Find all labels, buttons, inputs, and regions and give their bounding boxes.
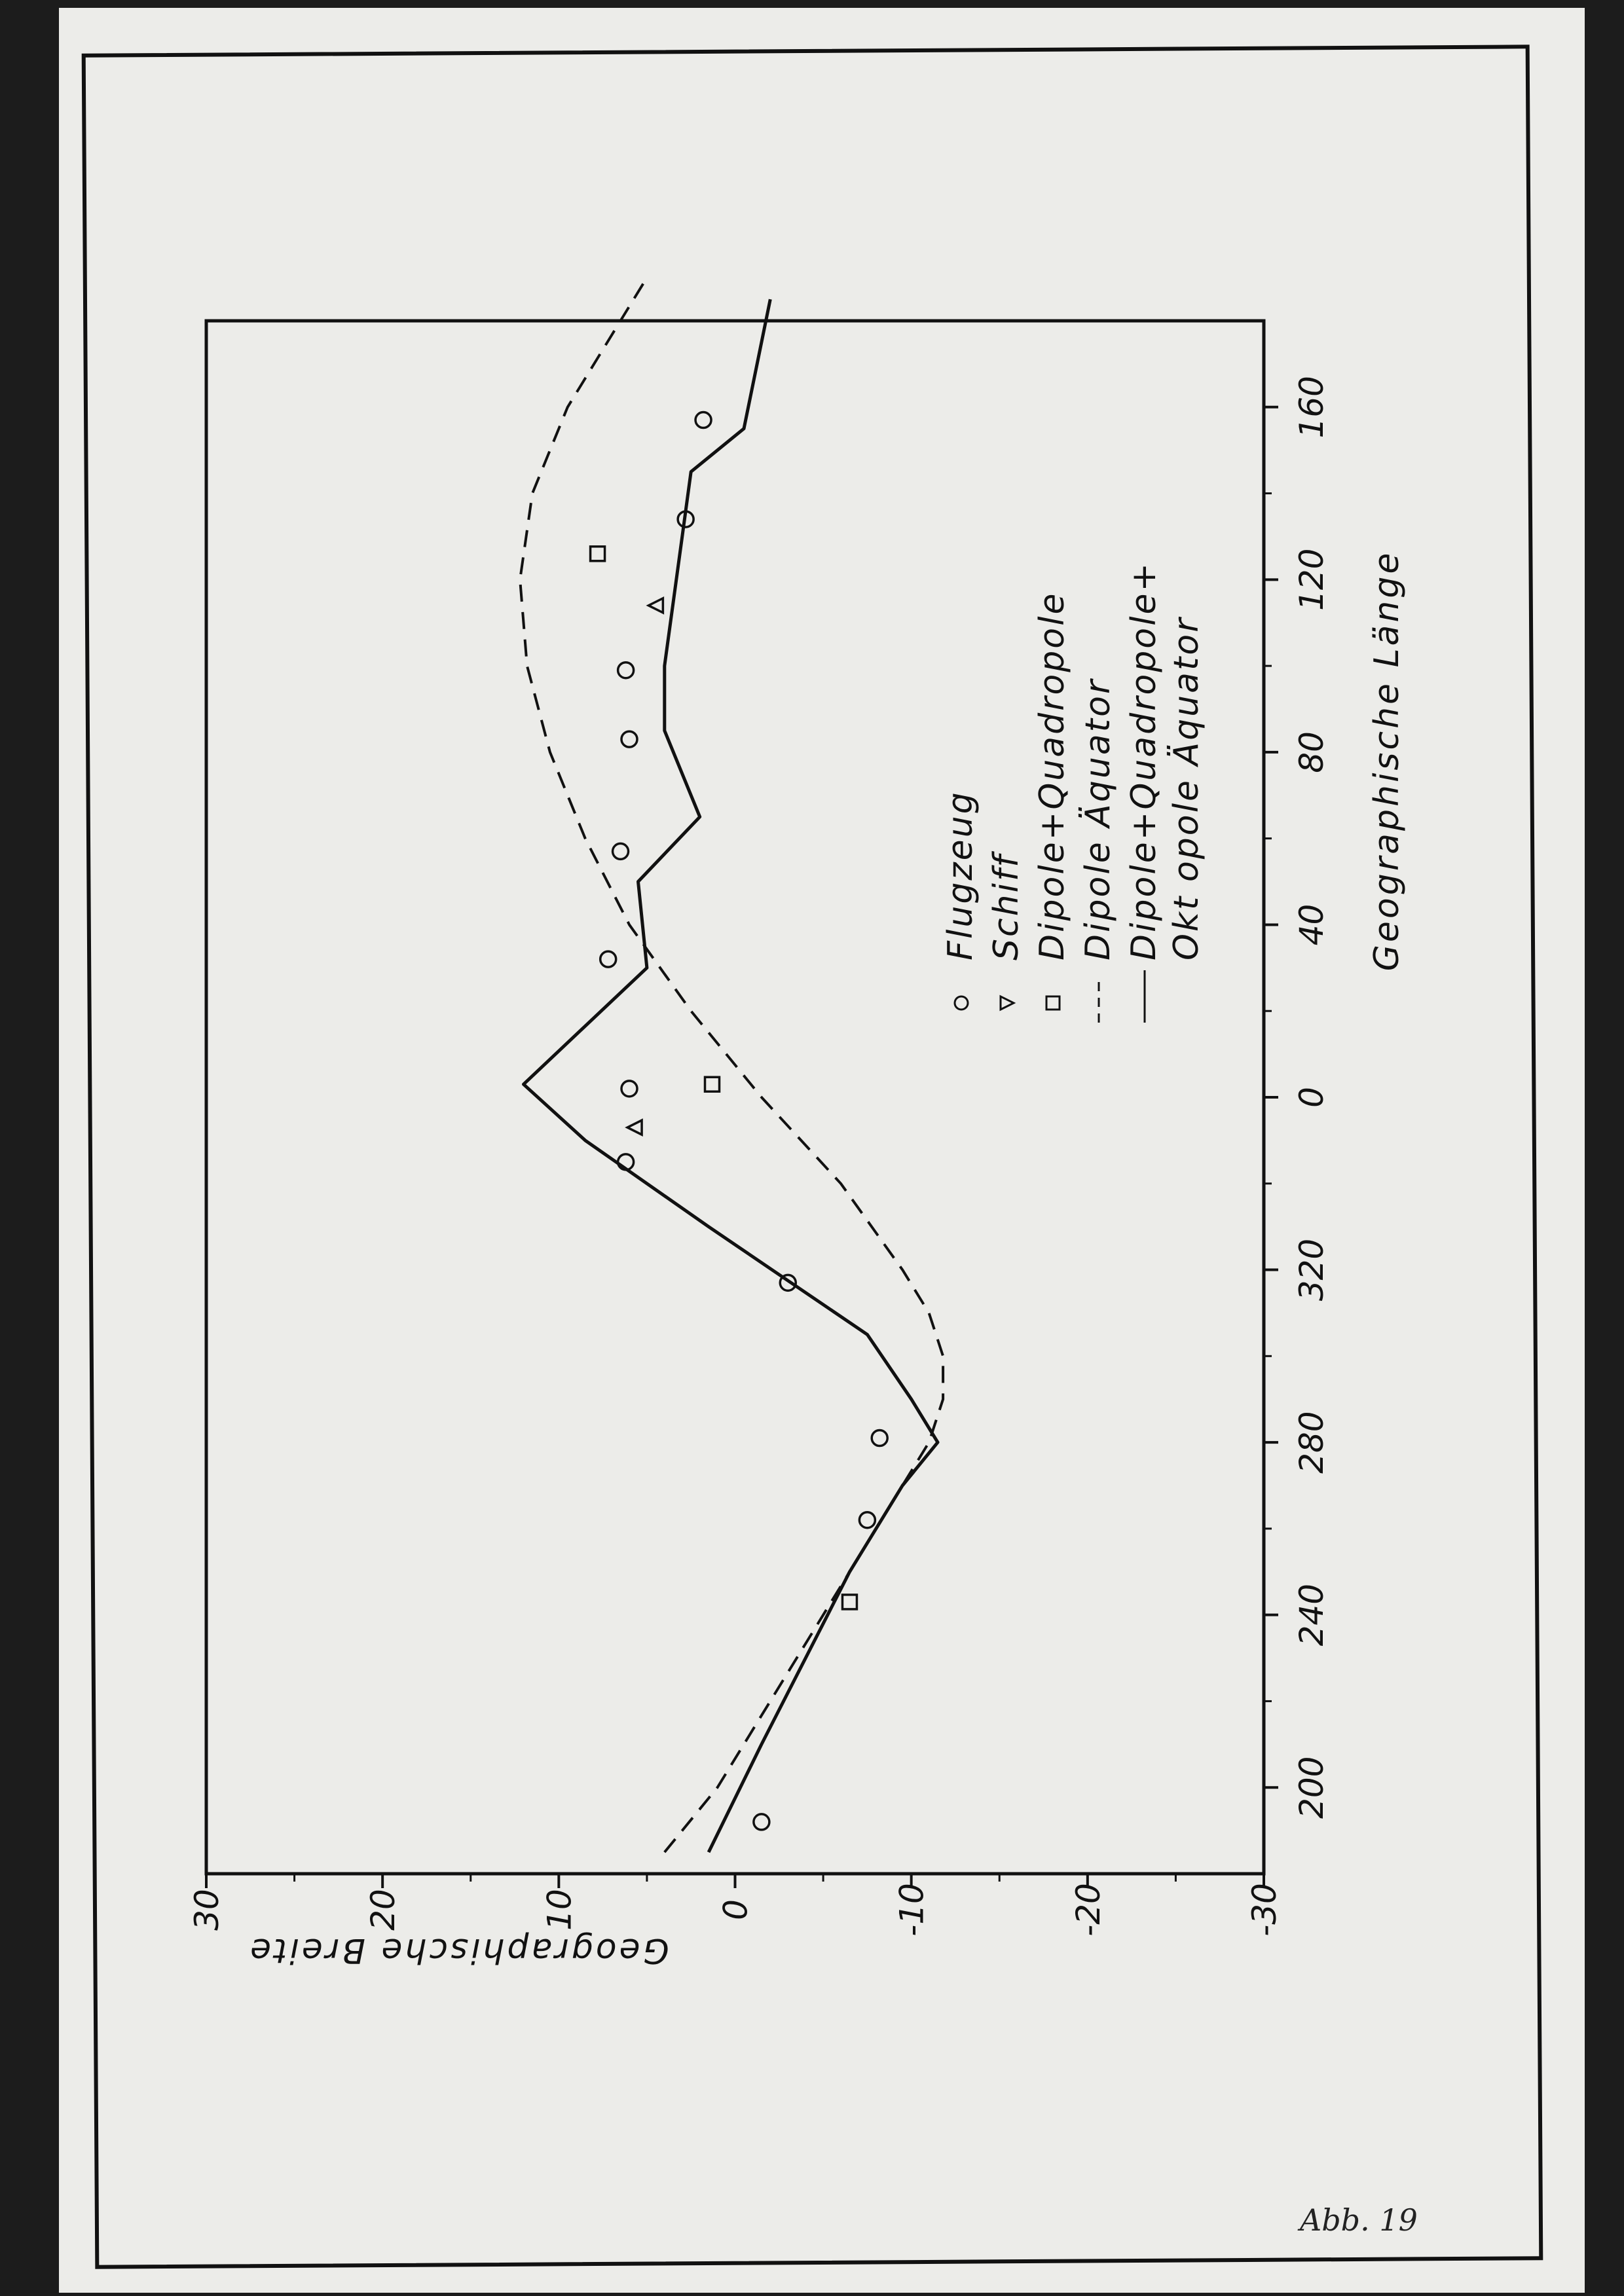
- y-tick-label: 10: [540, 1889, 579, 1931]
- y-tick-label: 30: [188, 1889, 226, 1931]
- octopole-curve: [524, 299, 938, 1852]
- legend-label: Dipole+Quadropole: [1033, 591, 1072, 960]
- x-tick-label: 40: [1293, 903, 1331, 946]
- figure-label: Abb. 19: [1300, 2202, 1418, 2238]
- x-axis-label: Geographische Länge: [1367, 550, 1407, 972]
- legend-label: Okt opole Äquator: [1167, 616, 1206, 960]
- legend-label: Dipole Äquator: [1079, 678, 1118, 960]
- quadropole-point: [842, 1595, 857, 1609]
- y-tick-label: -10: [893, 1883, 931, 1937]
- x-tick-label: 160: [1293, 376, 1331, 439]
- chart: [59, 8, 1585, 2293]
- y-tick-label: -20: [1069, 1883, 1107, 1937]
- x-tick-label: 280: [1293, 1411, 1331, 1474]
- flugzeug-point: [754, 1814, 769, 1830]
- flugzeug-point: [618, 663, 634, 678]
- flugzeug-point: [695, 412, 711, 428]
- y-tick-label: 20: [364, 1889, 403, 1931]
- legend-symbol-flugzeug: [955, 996, 968, 1010]
- x-tick-label: 120: [1293, 548, 1331, 611]
- scanned-page: [59, 8, 1585, 2293]
- flugzeug-point: [600, 951, 616, 967]
- x-tick-label: 200: [1293, 1756, 1331, 1819]
- quadropole-point: [705, 1077, 720, 1091]
- flugzeug-point: [621, 1081, 637, 1097]
- legend-label: Dipole+Quadropole+: [1124, 560, 1164, 960]
- flugzeug-point: [613, 843, 629, 859]
- x-tick-label: 320: [1293, 1238, 1331, 1302]
- schiff-point: [627, 1120, 642, 1135]
- x-tick-label: 0: [1293, 1087, 1331, 1108]
- legend-symbol-schiff: [1001, 996, 1014, 1010]
- quadropole-point: [591, 547, 605, 561]
- legend-label: Schiff: [987, 853, 1026, 960]
- flugzeug-point: [621, 731, 637, 747]
- plot-frame: [206, 321, 1264, 1874]
- x-tick-label: 240: [1293, 1583, 1331, 1647]
- flugzeug-point: [859, 1512, 875, 1528]
- flugzeug-point: [872, 1430, 887, 1446]
- schiff-point: [648, 598, 663, 613]
- legend: [941, 561, 1206, 1023]
- dipole-curve: [520, 278, 943, 1852]
- y-tick-label: -30: [1246, 1883, 1283, 1937]
- y-tick-label: 0: [716, 1899, 755, 1920]
- x-tick-label: 80: [1293, 731, 1331, 773]
- y-axis-label: Geographische Breite: [248, 1931, 669, 1970]
- legend-symbol-quadropole: [1046, 996, 1060, 1010]
- legend-label: Flugzeug: [941, 790, 980, 960]
